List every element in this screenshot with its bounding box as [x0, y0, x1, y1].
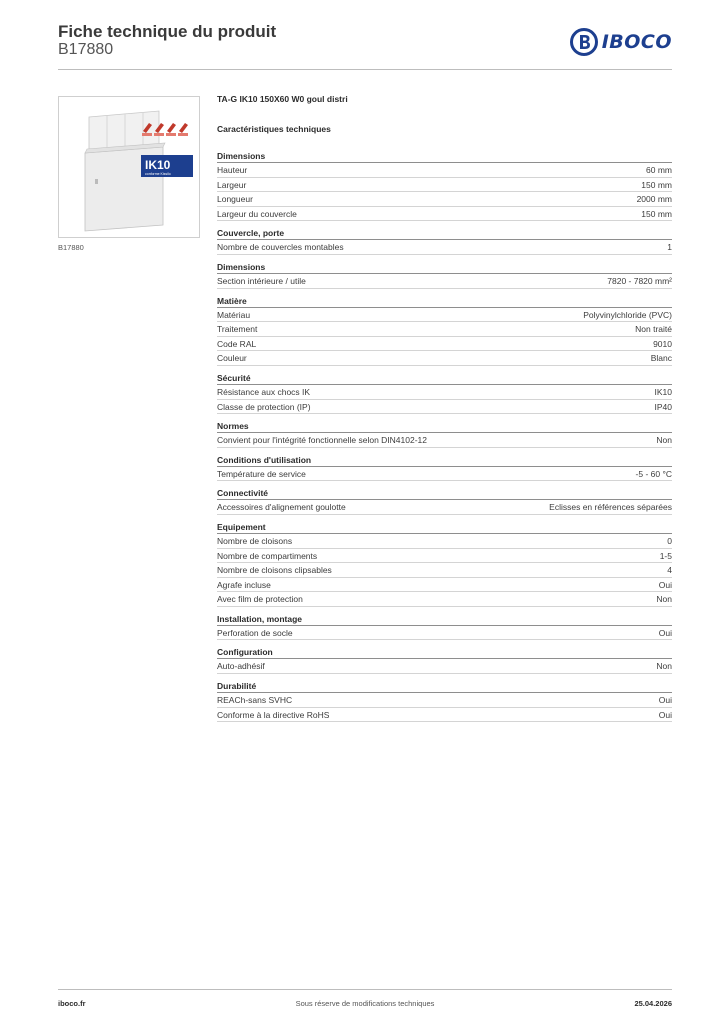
document-code: B17880	[58, 41, 114, 58]
spec-label: Code RAL	[217, 338, 257, 349]
spec-value: Eclisses en références séparées	[549, 502, 672, 513]
spec-value: Oui	[658, 709, 672, 720]
spec-value: Non traité	[635, 324, 672, 335]
spec-group-title: Connectivité	[217, 487, 672, 500]
spec-value: Non	[656, 594, 672, 605]
spec-group-title: Sécurité	[217, 372, 672, 385]
spec-value: Blanc	[650, 353, 672, 364]
spec-group-title: Equipement	[217, 521, 672, 534]
cable-trunking-illustration	[59, 97, 199, 237]
spec-row	[217, 178, 672, 193]
spec-label: Perforation de socle	[217, 627, 293, 638]
spec-label: Accessoires d'alignement goulotte	[217, 502, 346, 513]
spec-row	[217, 592, 672, 607]
spec-value: 150 mm	[641, 208, 672, 219]
spec-group	[217, 646, 672, 674]
ik10-badge-text: IK10	[145, 158, 171, 172]
spec-label: Couleur	[217, 353, 247, 364]
spec-row	[217, 500, 672, 515]
spec-row	[217, 549, 672, 564]
spec-value: IK10	[654, 386, 672, 397]
spec-row	[217, 626, 672, 641]
spec-value: IP40	[654, 401, 672, 412]
spec-row	[217, 163, 672, 178]
spec-label: Avec film de protection	[217, 594, 303, 605]
spec-label: Hauteur	[217, 165, 248, 175]
spec-group	[217, 613, 672, 641]
spec-group	[217, 295, 672, 366]
spec-label: Matériau	[217, 309, 251, 320]
footer-date: 25.04.2026	[634, 999, 672, 1008]
spec-group-title: Dimensions	[217, 261, 672, 274]
spec-label: Nombre de couvercles montables	[217, 242, 344, 253]
spec-label: Nombre de cloisons clipsables	[217, 565, 332, 576]
spec-value: 1	[667, 242, 672, 253]
spec-label: REACh-sans SVHC	[217, 695, 293, 706]
spec-row	[217, 322, 672, 337]
spec-group-title: Configuration	[217, 646, 672, 659]
spec-label: Nombre de compartiments	[217, 550, 318, 561]
spec-row	[217, 400, 672, 415]
spec-row	[217, 385, 672, 400]
spec-value: 7820 - 7820 mm²	[607, 275, 672, 286]
spec-row	[217, 207, 672, 222]
spec-label: Longueur	[217, 194, 253, 205]
spec-row	[217, 240, 672, 255]
spec-value: Oui	[658, 627, 672, 638]
product-name: TA-G IK10 150X60 W0 goul distri	[217, 94, 348, 104]
spec-value: Non	[656, 661, 672, 672]
spec-label: Classe de protection (IP)	[217, 401, 311, 412]
spec-group	[217, 150, 672, 221]
spec-group	[217, 680, 672, 722]
spec-group-title: Installation, montage	[217, 613, 672, 626]
product-image	[58, 96, 200, 238]
spec-label: Largeur du couvercle	[217, 208, 297, 219]
brand-logo	[570, 28, 672, 56]
spec-label: Agrafe incluse	[217, 579, 271, 590]
spec-value: 150 mm	[641, 179, 672, 190]
spec-label: Auto-adhésif	[217, 661, 265, 672]
spec-group-title: Couvercle, porte	[217, 227, 672, 240]
spec-group	[217, 372, 672, 414]
spec-row	[217, 274, 672, 289]
spec-value: 2000 mm	[636, 194, 672, 205]
spec-label: Température de service	[217, 468, 306, 479]
logo-wordmark: IBOCO	[601, 31, 672, 53]
spec-value: 1-5	[659, 550, 672, 561]
spec-row	[217, 578, 672, 593]
spec-group-title: Durabilité	[217, 680, 672, 693]
logo-emblem-icon	[570, 28, 598, 56]
spec-label: Largeur	[217, 179, 247, 190]
spec-label: Convient pour l'intégrité fonctionnelle selon DIN4102-12	[217, 435, 428, 446]
spec-group	[217, 227, 672, 255]
footer-notice: Sous réserve de modifications techniques	[295, 999, 435, 1008]
spec-value: 4	[667, 565, 672, 576]
image-caption: B17880	[58, 243, 84, 252]
spec-group	[217, 261, 672, 289]
spec-label: Conforme à la directive RoHS	[217, 709, 330, 720]
spec-row	[217, 659, 672, 674]
spec-label: Section intérieure / utile	[217, 275, 306, 286]
spec-group-title: Matière	[217, 295, 672, 308]
ik10-badge-subtext: conforme Kissilo	[145, 172, 171, 176]
spec-group-title: Normes	[217, 420, 672, 433]
spec-group	[217, 487, 672, 515]
spec-row	[217, 192, 672, 207]
spec-value: Oui	[658, 695, 672, 706]
spec-label: Traitement	[217, 324, 258, 335]
page-footer	[58, 989, 672, 1011]
spec-group-title: Conditions d'utilisation	[217, 454, 672, 467]
spec-row	[217, 534, 672, 549]
spec-group-title: Dimensions	[217, 150, 672, 163]
spec-content	[217, 94, 672, 722]
spec-label: Nombre de cloisons	[217, 535, 293, 546]
spec-value: Oui	[658, 579, 672, 590]
footer-website: iboco.fr	[58, 999, 86, 1008]
spec-row	[217, 467, 672, 482]
page-header	[58, 20, 672, 70]
spec-groups	[217, 150, 672, 722]
spec-row	[217, 708, 672, 723]
spec-group	[217, 454, 672, 482]
spec-row	[217, 308, 672, 323]
document-title: Fiche technique du produit	[58, 22, 277, 41]
spec-row	[217, 351, 672, 366]
spec-label: Résistance aux chocs IK	[217, 386, 311, 397]
spec-value: 0	[667, 535, 672, 546]
spec-value: -5 - 60 °C	[635, 468, 672, 479]
spec-group	[217, 521, 672, 607]
spec-row	[217, 693, 672, 708]
spec-row	[217, 433, 672, 448]
spec-value: Non	[656, 435, 672, 446]
spec-group	[217, 420, 672, 448]
spec-value: 60 mm	[646, 165, 672, 175]
spec-row	[217, 563, 672, 578]
section-title: Caractéristiques techniques	[217, 124, 331, 134]
spec-value: 9010	[653, 338, 672, 349]
spec-row	[217, 337, 672, 352]
spec-value: Polyvinylchloride (PVC)	[583, 309, 672, 320]
